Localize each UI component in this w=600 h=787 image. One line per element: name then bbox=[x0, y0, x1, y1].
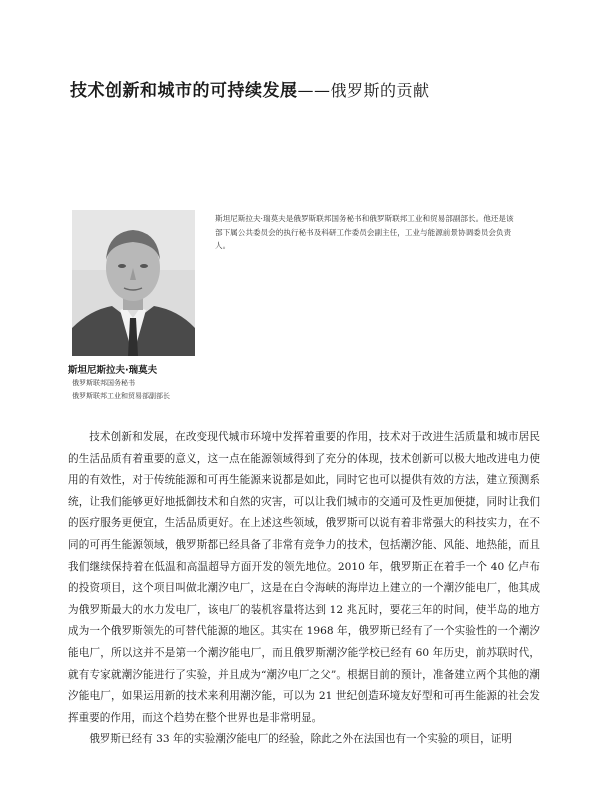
title-main: 技术创新和城市的可持续发展 bbox=[70, 81, 298, 101]
author-photo bbox=[72, 210, 195, 356]
title-sub: ——俄罗斯的贡献 bbox=[297, 81, 430, 100]
author-name: 斯坦尼斯拉夫·瑞莫夫 bbox=[68, 365, 158, 376]
author-role-1: 俄罗斯联邦国务秘书 bbox=[72, 379, 135, 387]
author-bio: 斯坦尼斯拉夫·瑞莫夫是俄罗斯联邦国务秘书和俄罗斯联邦工业和贸易部副部长。他还是该部下属公共委员会的执行秘书及科研工作委员会副主任，工业与能源前景协调委员会负责人。 bbox=[215, 214, 514, 250]
body-paragraph: 技术创新和发展，在改变现代城市环境中发挥着重要的作用，技术对于改进生活质量和城市居民的生活品质有着重要的意义，这一点在能源领域得到了充分的体现，技术创新可以极大地改进电力使用的有效性，对于传统能源和可再生能源来说都是如此，同时它也可以提供有效的方法，建立预测系统，让我们能够更好地抵御技术和自然的灾害，可以让我们城市的交通可及性更加便捷，同时让我们的医疗服务更便宜，生活品质更好。在上述这些领域，俄罗斯可以说有着非常强大的科技实力，在不同的可再生能源领域，俄罗斯都已经具备了非常有竞争力的技术，包括潮汐能、风能、地热能，而且我们继续保持着在低温和高温超导方面开发的领先地位。2010 年，俄罗斯正在着手一个 40 亿卢布的投资项目，这个项目叫做北潮汐电厂，这是在白令海峡的海岸边上建立的一个潮汐能电厂，他其成为俄罗斯最大的水力发电厂，该电厂的装机容量将达到 12 兆瓦时，要花三年的时间，使半岛的地方成为一个俄罗斯领先的可替代能源的地区。其实在 1968 年，俄罗斯已经有了一个实验性的一个潮汐能电厂，所以这并不是第一个潮汐能电厂，而且俄罗斯潮汐能学校已经有 60 年历史，前苏联时代，就有专家就潮汐能进行了实验，并且成为“潮汐电厂之父”。根据目前的预计，准备建立两个其他的潮汐能电厂，如果运用新的技术来利用潮汐能，可以为 21 世纪创造环境友好型和可再生能源的社会发挥重要的作用，而这个趋势在整个世界也是非常明显。 bbox=[68, 431, 540, 724]
article-title bbox=[70, 76, 540, 101]
article-body bbox=[68, 427, 540, 751]
author-role-2: 俄罗斯联邦工业和贸易部副部长 bbox=[72, 392, 170, 400]
body-paragraph: 俄罗斯已经有 33 年的实验潮汐能电厂的经验，除此之外在法国也有一个实验的项目，证明 bbox=[89, 733, 512, 746]
